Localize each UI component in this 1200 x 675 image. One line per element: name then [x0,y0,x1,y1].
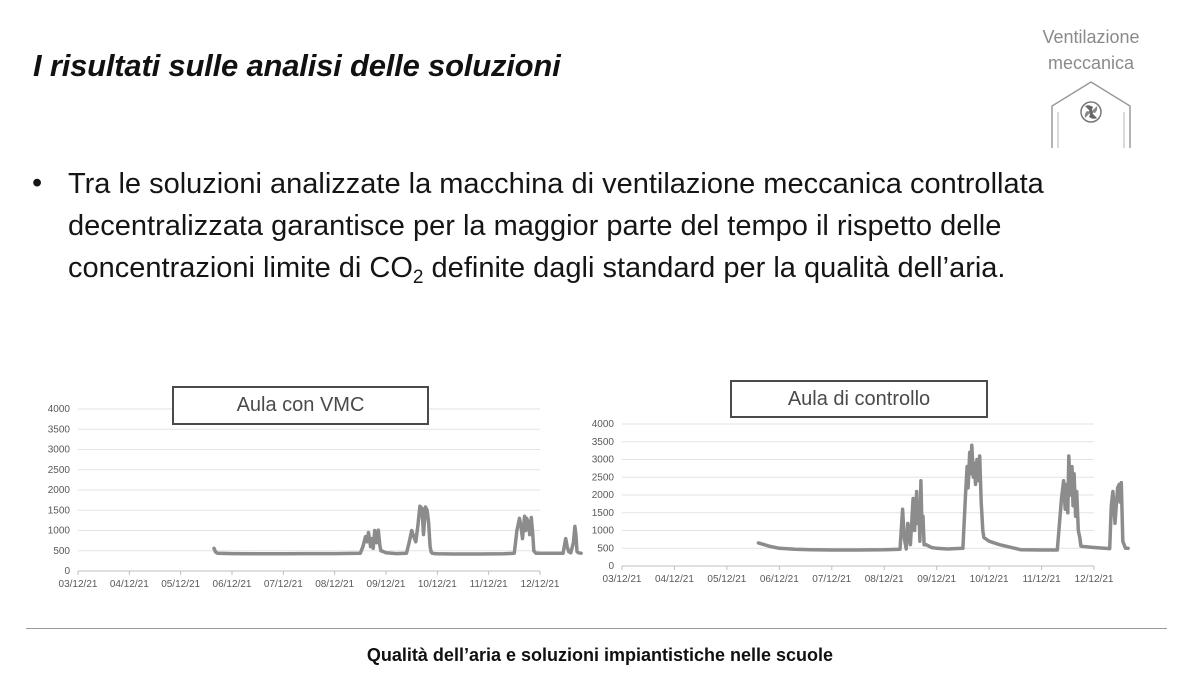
house-fan-icon [1048,78,1134,150]
chart-aula-di-controllo [588,380,1114,593]
y-tick-label: 2500 [47,464,70,476]
chart-title-controllo: Aula di controllo [730,380,988,418]
x-tick-label: 10/12/21 [417,579,457,590]
x-tick-label: 05/12/21 [707,574,747,585]
logo-line-1: Ventilazione [1042,27,1140,47]
y-tick-label: 2000 [47,485,70,496]
bullet-text-before: Tra le soluzioni analizzate la macchina di ventilazione meccanica controllata decentralizzata garantisce per la maggior parte del tempo il rispetto delle concentrazioni limite di CO [68,168,1044,284]
x-tick-label: 03/12/21 [58,579,98,590]
x-tick-label: 05/12/21 [161,579,201,590]
x-tick-label: 11/12/21 [469,579,508,590]
x-tick-label: 07/12/21 [812,574,852,585]
chart-title-vmc: Aula con VMC [172,386,429,425]
bullet-marker: • [32,167,43,199]
y-tick-label: 4000 [47,404,70,415]
x-tick-label: 07/12/21 [263,579,303,590]
co2-series-line [758,445,1128,550]
y-tick-label: 3500 [47,424,70,436]
x-tick-label: 04/12/21 [654,574,694,585]
bullet-text-after: definite dagli standard per la qualità dell’aria. [423,252,1006,284]
y-tick-label: 0 [64,566,70,577]
y-tick-label: 1000 [591,525,614,537]
y-tick-label: 500 [597,543,614,555]
x-tick-label: 06/12/21 [759,574,799,585]
x-tick-label: 08/12/21 [864,574,904,585]
y-tick-label: 4000 [591,419,614,430]
x-tick-label: 11/12/21 [1022,574,1061,585]
y-tick-label: 1500 [591,507,614,519]
logo-line-2: meccanica [1047,53,1135,73]
x-tick-label: 10/12/21 [969,574,1009,585]
x-tick-label: 09/12/21 [366,579,406,590]
bullet-text [32,163,1148,289]
bullet-subscript: 2 [412,267,424,288]
x-tick-label: 12/12/21 [1074,574,1114,585]
x-tick-label: 09/12/21 [917,574,957,585]
chart-aula-con-vmc [44,385,560,593]
footer-text: Qualità dell’aria e soluzioni impiantistiche nelle scuole [366,645,834,665]
slide-title: I risultati sulle analisi delle soluzioni [33,48,561,83]
y-tick-label: 2500 [591,472,614,484]
x-tick-label: 12/12/21 [520,579,560,590]
y-tick-label: 2000 [591,490,614,501]
y-tick-label: 1500 [47,505,70,517]
x-tick-label: 08/12/21 [315,579,355,590]
x-tick-label: 03/12/21 [602,574,642,585]
ventilation-logo [1025,24,1157,154]
y-tick-label: 0 [608,561,614,572]
x-tick-label: 04/12/21 [109,579,149,590]
x-tick-label: 06/12/21 [212,579,252,590]
y-tick-label: 3500 [591,436,614,448]
y-tick-label: 3000 [591,454,614,466]
y-tick-label: 500 [53,545,70,557]
y-tick-label: 3000 [47,444,70,456]
y-tick-label: 1000 [47,525,70,537]
footer-divider [26,628,1167,629]
